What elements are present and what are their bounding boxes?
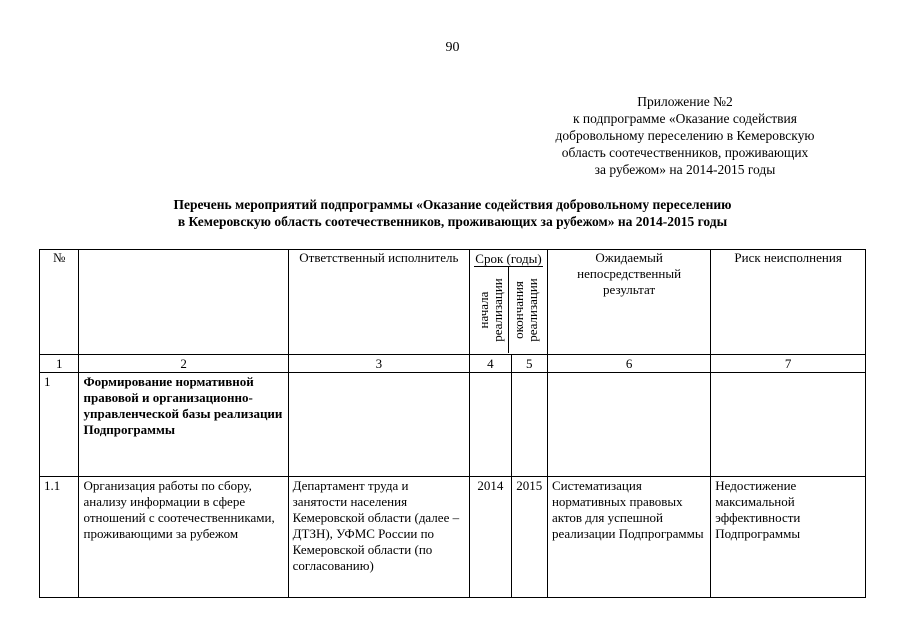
row-end-year: 2015	[511, 477, 547, 598]
row-start-year: 2014	[470, 477, 512, 598]
column-number: 6	[547, 355, 710, 373]
row-number: 1.1	[40, 477, 79, 598]
column-number: 7	[711, 355, 866, 373]
header-term-label: Срок (годы)	[475, 251, 542, 266]
measures-table	[39, 249, 866, 598]
appendix-line: область соотечественников, проживающих	[561, 145, 809, 160]
table-row	[40, 477, 866, 598]
appendix-line: за рубежом» на 2014-2015 годы	[594, 162, 776, 177]
column-number-row	[40, 355, 866, 373]
row-risk: Недостижение максимальной эффективности Подпрограммы	[711, 477, 866, 598]
header-start: начала реализации	[476, 278, 506, 342]
header-end: окончания реализации	[510, 278, 540, 342]
column-number: 3	[288, 355, 469, 373]
section-row	[40, 373, 866, 477]
header-result: Ожидаемый непосредственный результат	[547, 250, 710, 355]
title-line: Перечень мероприятий подпрограммы «Оказание содействия добровольному переселению	[173, 197, 732, 212]
column-number: 5	[511, 355, 547, 373]
header-term	[470, 250, 548, 355]
row-name: Организация работы по сбору, анализу информации в сфере отношений с соотечественниками, проживающими за рубежом	[79, 477, 288, 598]
empty-cell	[711, 373, 866, 477]
empty-cell	[511, 373, 547, 477]
section-name: Формирование нормативной правовой и организационно-управленческой базы реализации Подпрограммы	[79, 373, 288, 477]
header-number: №	[40, 250, 79, 355]
header-executor: Ответственный исполнитель	[288, 250, 469, 355]
header-risk: Риск неисполнения	[711, 250, 866, 355]
title-line: в Кемеровскую область соотечественников, проживающих за рубежом» на 2014-2015 годы	[177, 214, 728, 229]
row-executor: Департамент труда и занятости населения Кемеровской области (далее – ДТЗН), УФМС России по Кемеровской области (по согласованию)	[288, 477, 469, 598]
column-number: 2	[79, 355, 288, 373]
appendix-line: к подпрограмме «Оказание содействия	[573, 111, 797, 126]
column-number: 1	[40, 355, 79, 373]
header-name	[79, 250, 288, 355]
document-title	[0, 196, 905, 230]
appendix-note	[520, 93, 850, 178]
page-number: 90	[445, 40, 460, 55]
empty-cell	[288, 373, 469, 477]
table-header-row	[40, 250, 866, 355]
section-number: 1	[40, 373, 79, 477]
row-result: Систематизация нормативных правовых актов для успешной реализации Подпрограммы	[547, 477, 710, 598]
empty-cell	[547, 373, 710, 477]
empty-cell	[470, 373, 512, 477]
appendix-line: добровольному переселению в Кемеровскую	[555, 128, 815, 143]
appendix-line: Приложение №2	[637, 94, 733, 109]
column-number: 4	[470, 355, 512, 373]
